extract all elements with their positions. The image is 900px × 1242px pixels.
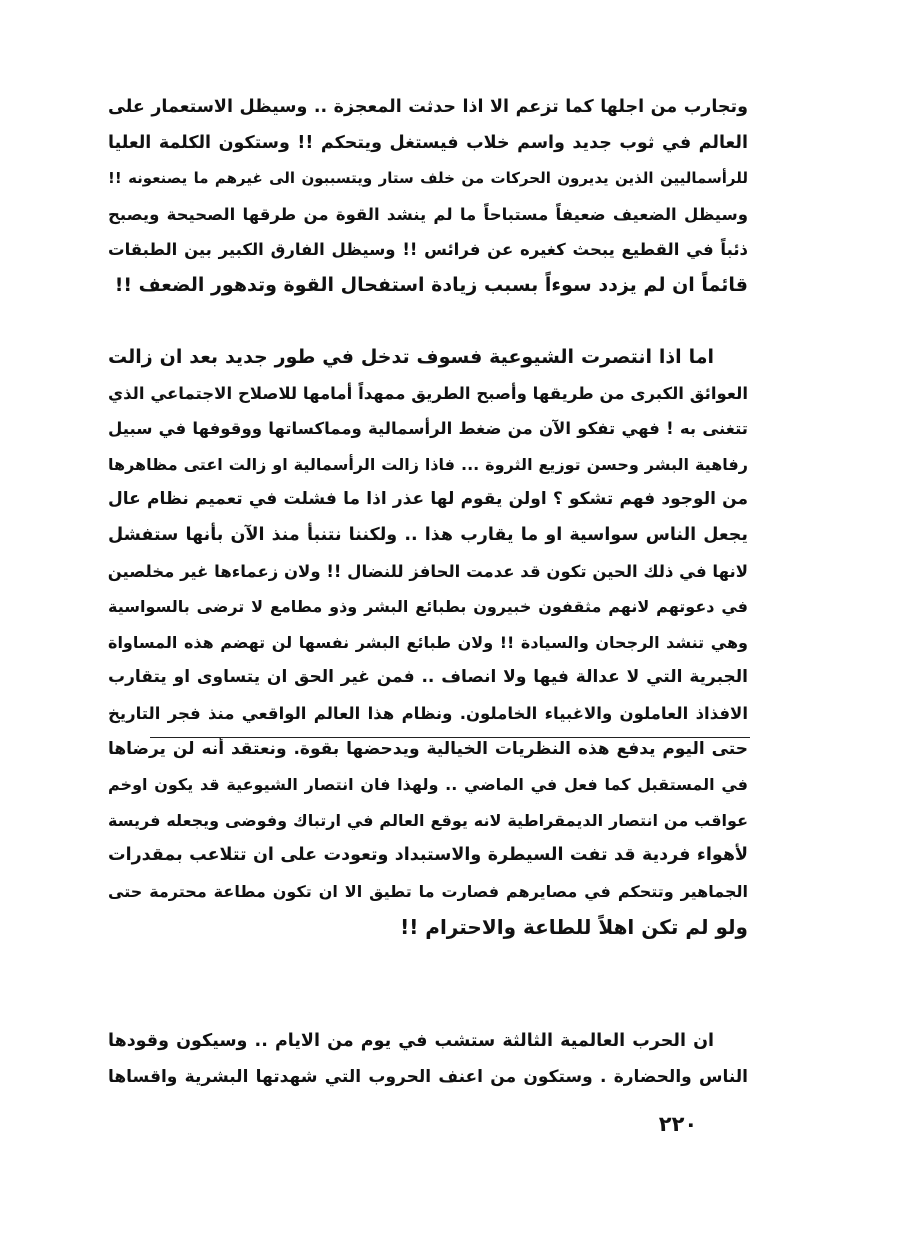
text-line: لانها في ذلك الحين تكون قد عدمت الحافز للنضال !! ولان زعماءها غير مخلصين (108, 561, 748, 581)
text-line: وسيظل الضعيف ضعيفاً مستباحاً ما لم ينشد القوة من طرقها الصحيحة ويصبح (108, 204, 748, 224)
text-line: ولو لم تكن اهلاً للطاعة والاحترام !! (400, 914, 748, 939)
text-line: عواقب من انتصار الديمقراطية لانه يوقع العالم في ارتباك وفوضى ويجعله فريسة (108, 810, 748, 830)
text-line: تتغنى به ! فهي تفكو الآن من ضغط الرأسمالية ومماكساتها ووقوفها في سبيل (108, 419, 748, 439)
text-line: وتجارب من اجلها كما تزعم الا اذا حدثت المعجزة .. وسيظل الاستعمار على (108, 97, 748, 117)
text-line: ذئباً في القطيع يبحث كغيره عن فرائس !! وسيظل الفارق الكبير بين الطبقات (108, 240, 748, 260)
page-number: ٢٢٠ (658, 1112, 698, 1136)
text-line: لأهواء فردية قد تفت السيطرة والاستبداد وتعودت على ان تتلاعب بمقدرات (108, 845, 748, 866)
text-line: الجبرية التي لا عدالة فيها ولا انصاف .. فمن غير الحق ان يتساوى او يتقارب (108, 667, 748, 688)
text-line: قائماً ان لم يزدد سوءاً بسبب زيادة استفحال القوة وتدهور الضعف !! (114, 273, 748, 296)
text-line: يجعل الناس سواسية او ما يقارب هذا .. ولكننا نتنبأ منذ الآن بأنها ستفشل (108, 524, 748, 545)
paragraph-3 (108, 1024, 748, 1095)
text-line: ان الحرب العالمية الثالثة ستشب في يوم من الايام .. وسيكون وقودها (108, 1031, 714, 1051)
paragraph-1 (108, 90, 748, 304)
paragraph-2 (108, 340, 748, 945)
text-line: رفاهية البشر وحسن توزيع الثروة ... فاذا زالت الرأسمالية او زالت اعتى مظاهرها (108, 454, 748, 474)
text-line: الجماهير وتتحكم في مصايرهم فصارت ما تطيق الا ان تكون مطاعة محترمة حتى (108, 881, 748, 901)
scan-rule-line (150, 737, 750, 738)
text-line: الناس والحضارة . وستكون من اعنف الحروب التي شهدتها البشرية واقساها (108, 1066, 748, 1087)
text-line: من الوجود فهم تشكو ؟ اولن يقوم لها عذر اذا ما فشلت في تعميم نظام عال (108, 489, 748, 510)
text-line: العالم في ثوب جديد واسم خلاب فيستغل ويتحكم !! وستكون الكلمة العليا (108, 132, 748, 153)
text-line: في المستقبل كما فعل في الماضي .. ولهذا فان انتصار الشيوعية قد يكون اوخم (108, 775, 748, 795)
text-line: في دعوتهم لانهم مثقفون خبيرون بطبائع البشر وذو مطامع لا ترضى بالسواسية (108, 597, 748, 617)
text-line: وهي تنشد الرجحان والسيادة !! ولان طبائع البشر نفسها لن تهضم هذه المساواة (108, 632, 748, 652)
text-line: الافذاذ العاملون والاغبياء الخاملون. ونظام هذا العالم الواقعي منذ فجر التاريخ (108, 703, 748, 723)
text-line: العوائق الكبرى من طريقها وأصبح الطريق ممهداً أمامها للاصلاح الاجتماعي الذي (108, 383, 748, 403)
text-line: حتى اليوم يدفع هذه النظريات الخيالية ويدحضها بقوة. ونعتقد أنه لن يرضاها (108, 738, 748, 759)
text-line: اما اذا انتصرت الشيوعية فسوف تدخل في طور جديد بعد ان زالت (108, 346, 714, 368)
text-line: للرأسماليين الذين يديرون الحركات من خلف ستار ويتسببون الى غيرهم ما يصنعونه !! (108, 169, 748, 188)
